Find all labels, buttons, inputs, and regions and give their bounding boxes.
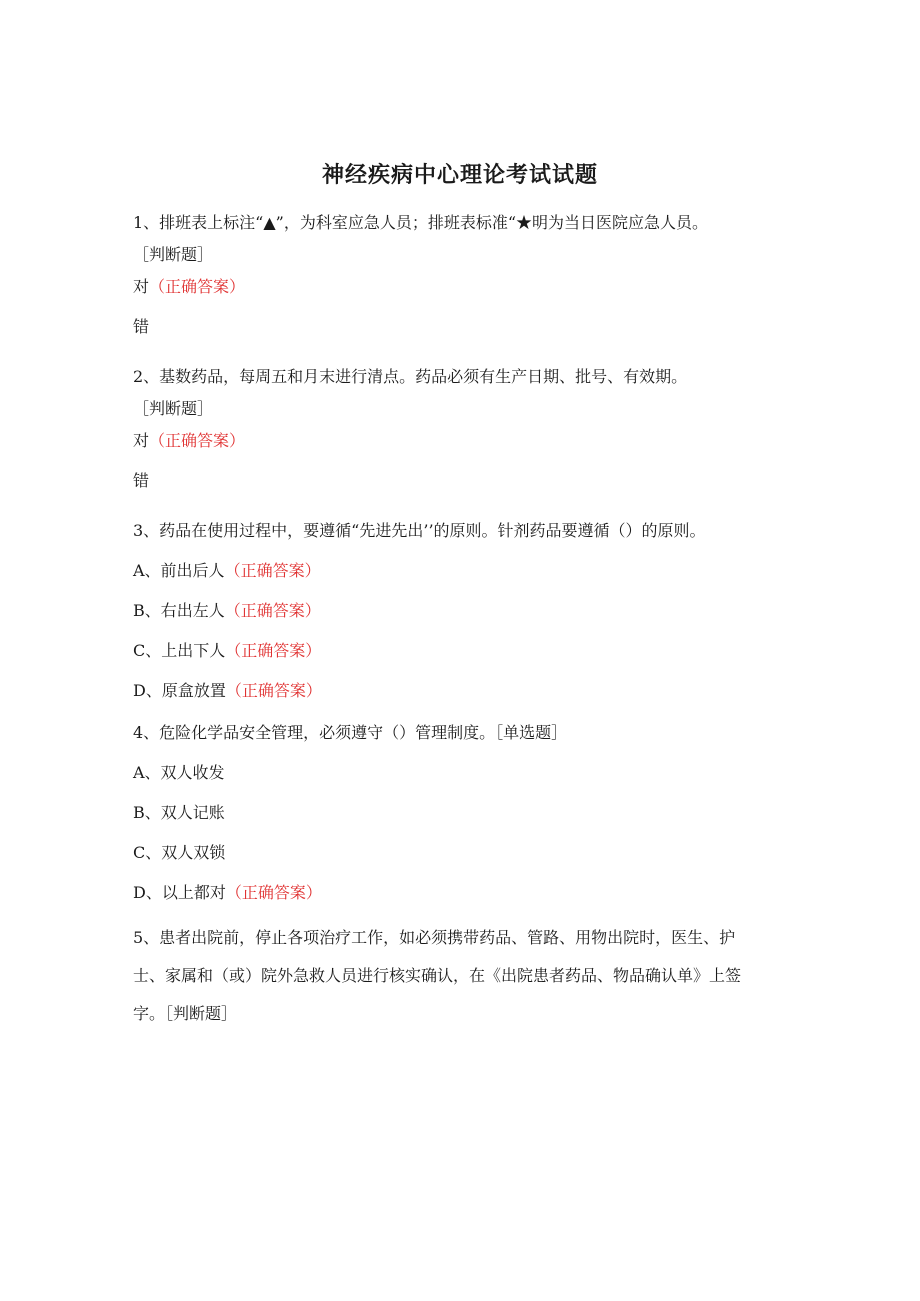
question-2-option-true[interactable]: 对（正确答案） [133,431,246,450]
question-3-option-c[interactable]: C、上出下人（正确答案） [133,641,322,660]
question-4-option-a[interactable]: A、双人收发 [133,763,225,782]
correct-answer-tag: （正确答案） [224,601,321,620]
question-2-option-false[interactable]: 错 [133,471,150,490]
question-1 [133,207,800,339]
correct-answer-tag: （正确答案） [225,641,322,660]
question-1-text: 1、排班表上标注“▲”，为科室应急人员；排班表标准“★明为当日医院应急人员。 [133,213,709,232]
exam-title: 神经疾病中心理论考试试题 [321,162,598,188]
correct-answer-tag: （正确答案） [224,561,321,580]
correct-answer-tag: （正确答案） [149,277,246,296]
question-4-option-d[interactable]: D、以上都对（正确答案） [133,883,322,902]
question-4 [133,717,800,905]
question-1-option-false[interactable]: 错 [133,317,150,336]
question-3-option-b[interactable]: B、右出左人（正确答案） [133,601,321,620]
correct-answer-tag: （正确答案） [225,883,322,902]
question-2-type: ［判断题］ [133,399,214,418]
question-5-text-line-1: 5、患者出院前，停止各项治疗工作，如必须携带药品、管路、用物出院时，医生、护 [133,928,736,947]
question-5 [133,919,800,1033]
question-4-option-c[interactable]: C、双人双锁 [133,843,226,862]
question-5-text-line-2: 士、家属和（或）院外急救人员进行核实确认，在《出院患者药品、物品确认单》上签 [133,966,742,985]
question-1-option-true[interactable]: 对（正确答案） [133,277,246,296]
correct-answer-tag: （正确答案） [225,681,322,700]
question-1-type: ［判断题］ [133,245,214,264]
question-3-text: 3、药品在使用过程中，要遵循“先进先出’’的原则。针剂药品要遵循（）的原则。 [133,521,706,540]
question-3 [133,515,800,703]
question-4-text: 4、危险化学品安全管理，必须遵守（）管理制度。［单选题］ [133,723,568,742]
question-2 [133,361,800,493]
question-3-option-d[interactable]: D、原盒放置（正确答案） [133,681,322,700]
question-5-text-line-3: 字。［判断题］ [133,1004,238,1023]
question-4-option-b[interactable]: B、双人记账 [133,803,225,822]
correct-answer-tag: （正确答案） [149,431,246,450]
question-3-option-a[interactable]: A、前出后人（正确答案） [133,561,321,580]
question-2-text: 2、基数药品，每周五和月末进行清点。药品必须有生产日期、批号、有效期。 [133,367,688,386]
